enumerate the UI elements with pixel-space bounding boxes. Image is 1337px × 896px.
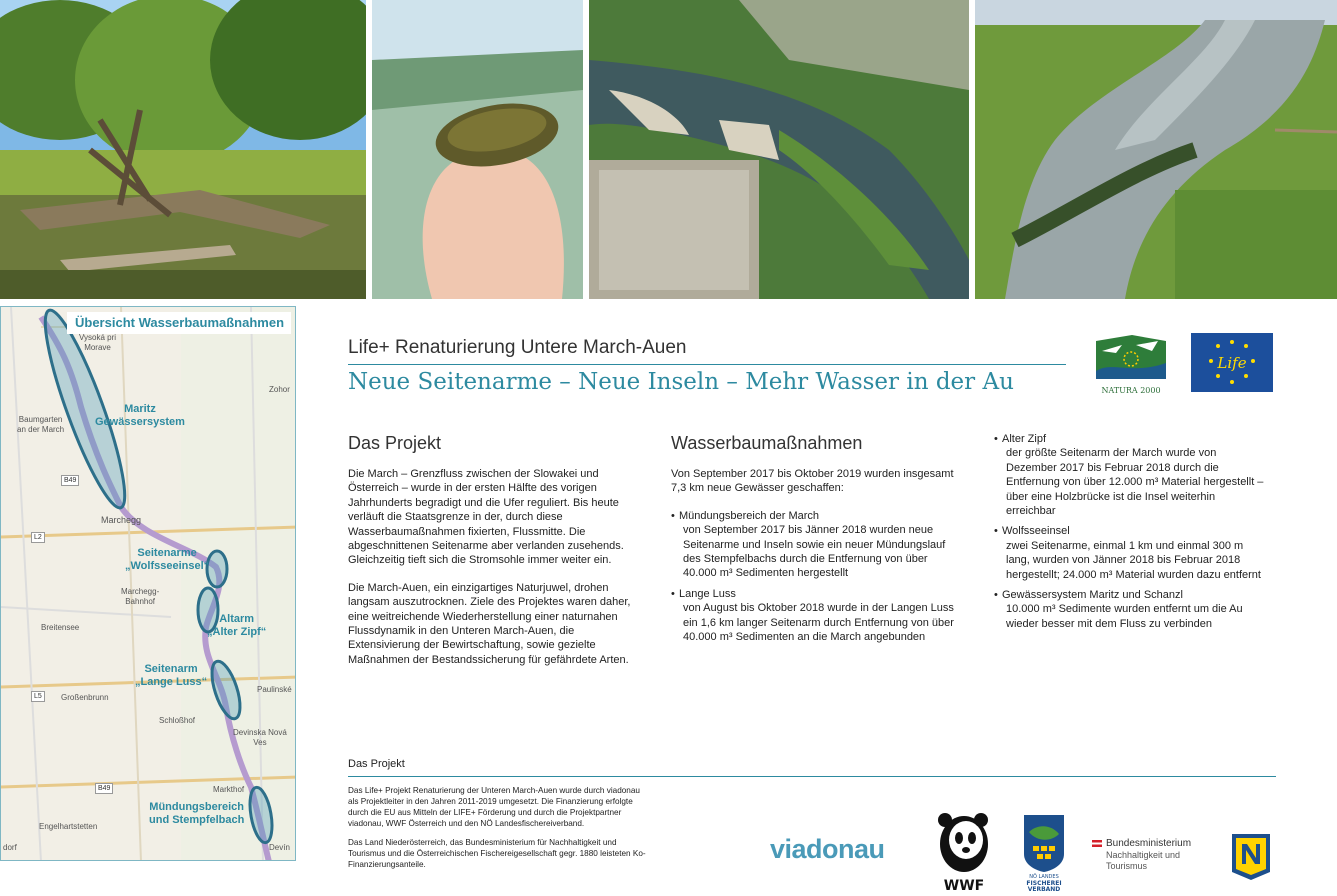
fischereiverband-logo [1021, 812, 1067, 892]
place-vysoka: Vysoká pri Morave [79, 333, 117, 352]
svg-text:NATURA 2000: NATURA 2000 [1101, 386, 1161, 395]
svg-text:WWF: WWF [943, 878, 985, 892]
overview-map [0, 306, 296, 861]
map-title: Übersicht Wasserbaumaßnahmen [67, 312, 291, 334]
place-zohor: Zohor [269, 385, 290, 394]
photo-floodplain-forest [0, 0, 366, 299]
project-paragraph-1: Die March – Grenzfluss zwischen der Slowakei und Österreich – wurde in der ersten Hälfte des vorigen Jahrhunderts begradigt und die Ufer reguliert. Bis heute verläuft die Staatsgrenze in der, durch diese Wasserbaumaßnahmen fixierten, Flussmitte. Die abgeschnittenen Seitenarme aber verlanden zusehends. Gleichzeitig tieft sich die Stromsohle immer weiter ein. [348, 468, 624, 567]
label-lange-luss: Seitenarm „Lange Luss“ [135, 663, 208, 688]
photo-aerial-river-bridge [975, 0, 1337, 299]
eu-life-logo [1191, 333, 1273, 392]
measure-item: • Alter Zipf der größte Seitenarm der March wurde von Dezember 2017 bis Februar 2018 durch die Entfernung von über 12.000 m³ Material hergestellt – über eine Holzbrücke ist die Insel weiterhin erreichbar [994, 433, 1264, 518]
column-measures-continued [994, 432, 1264, 637]
measure-item: • Wolfsseeinsel zwei Seitenarme, einmal 1 km und einmal 300 m lang, wurden von Jänner 2018 bis Februar 2018 hergestellt; 24.000 m³ Material wurden dazu entfernt [994, 525, 1261, 581]
wwf-panda-logo [935, 810, 993, 892]
place-marchegg: Marchegg [101, 515, 142, 525]
place-breitensee: Breitensee [41, 623, 80, 632]
place-baumgarten: Baumgarten an der March [17, 415, 65, 434]
kicker-title: Life+ Renaturierung Untere March-Auen [348, 337, 687, 358]
photo-mussel [372, 0, 583, 299]
place-engelhartstetten: Engelhartstetten [39, 822, 98, 831]
place-devinska: Devinska Nová Ves [233, 728, 287, 747]
footer-paragraph-1: Das Life+ Projekt Renaturierung der Unteren March-Auen wurde durch viadonau als Projektleiter in den Jahren 2011-2019 umgesetzt. Die Finanzierung erfolgte durch die EU aus Mitteln der LIFE+ Förderung und durch die Projektpartner viadonau, WWF Österreich und den NÖ Landesfischereiverband. [348, 786, 640, 828]
svg-text:Life: Life [1217, 354, 1247, 372]
heading-measures: Wasserbaumaßnahmen [671, 433, 863, 453]
road-b49-south: B49 [95, 783, 113, 794]
measures-intro: Von September 2017 bis Oktober 2019 wurden insgesamt 7,3 km neue Gewässer geschaffen: [671, 468, 954, 495]
project-paragraph-2: Die March-Auen, ein einzigartiges Naturjuwel, drohen langsam auszutrocknen. Ziele des Projektes waren daher, eine weitreichende Wiederherstellung einer naturnahen Flussdynamik in den Unteren March-Auen, die Extensivierung der Bewirtschaftung, sowie gezielte Maßnahmen der Bestandssicherung für gefährdete Arten. [348, 581, 631, 666]
headline: Neue Seitenarme – Neue Inseln – Mehr Wasser in der Au [348, 369, 1014, 395]
measure-item: • Gewässersystem Maritz und Schanzl 10.000 m³ Sedimente wurden entfernt um die Au wieder besser mit dem Fluss zu verbinden [994, 589, 1243, 630]
place-schlosshof: Schloßhof [159, 716, 196, 725]
place-marchegg-bahnhof: Marchegg- Bahnhof [121, 587, 160, 606]
place-markthof: Markthof [213, 785, 245, 794]
place-grossenbrunn: Großenbrunn [61, 693, 109, 702]
header-rule [348, 364, 1066, 365]
measure-item: • Mündungsbereich der March von September 2017 bis Jänner 2018 wurden neue Seitenarme und Inseln sowie ein neuer Mündungslauf des Stempfelbachs durch die Entfernung von über 40.000 m³ Sedimenten hergestellt [671, 509, 946, 580]
footer-rule [348, 776, 1276, 777]
measure-item: • Lange Luss von August bis Oktober 2018 wurde in der Langen Luss ein 1,6 km langer Seitenarm durch Entfernung von über 40.000 m³ Sedimenten an die March angebunden [671, 587, 954, 644]
road-l2: L2 [31, 532, 45, 543]
area-wolfsseeinsel [207, 551, 227, 587]
label-alter-zipf: Altarm „Alter Zipf“ [207, 613, 267, 638]
column-project [348, 432, 648, 680]
place-paulinske: Paulinské [257, 685, 292, 694]
footer-paragraph-2: Das Land Niederösterreich, das Bundesministerium für Nachhaltigkeit und Tourismus und die Österreichischen Fischereigesellschaft gegr. 1880 leisteten Ko-Finanzierungsanteile. [348, 838, 646, 869]
viadonau-logo: viadonau [770, 834, 885, 864]
austria-flag-icon [1092, 840, 1102, 847]
place-devin: Devín [269, 843, 290, 852]
footer-note [348, 785, 648, 878]
photo-aerial-islands [589, 0, 969, 299]
niederoesterreich-logo [1230, 832, 1272, 882]
place-dorf: dorf [3, 843, 17, 852]
road-l5: L5 [31, 691, 45, 702]
svg-text:VERBAND: VERBAND [1027, 886, 1061, 892]
footer-title: Das Projekt [348, 758, 405, 770]
label-maritz: Maritz Gewässersystem [95, 403, 185, 428]
svg-text:NÖ LANDES: NÖ LANDES [1029, 874, 1059, 880]
label-muendung: Mündungsbereich und Stempfelbach [149, 801, 245, 826]
road-b49: B49 [61, 475, 79, 486]
heading-project: Das Projekt [348, 433, 442, 453]
natura-2000-logo [1092, 331, 1170, 395]
bundesministerium-logo: Bundesministerium Nachhaltigkeit und Tourismus [1092, 838, 1212, 872]
map-background [1, 307, 296, 861]
svg-text:FISCHEREI: FISCHEREI [1026, 880, 1062, 887]
label-wolfsseeinsel: Seitenarme „Wolfsseeinsel“ [125, 547, 210, 572]
column-measures [671, 432, 961, 650]
